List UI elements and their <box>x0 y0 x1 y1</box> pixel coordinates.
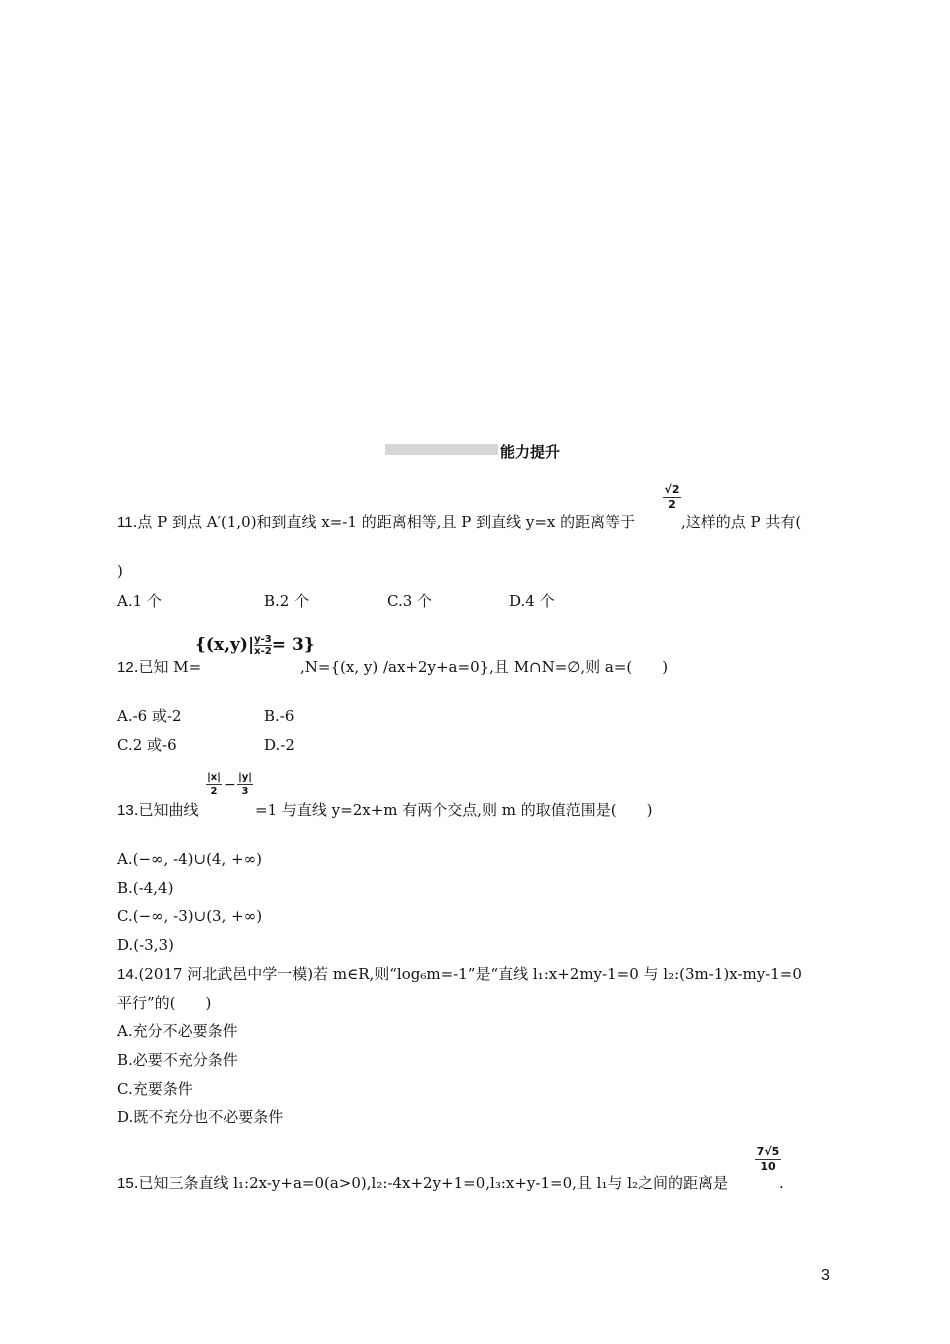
question-text-continued: ,N={(x, y) /ax+2y+a=0},且 M∩N=∅,则 a=( ) <box>300 658 669 676</box>
question-text-line2: 平行”的( ) <box>117 994 212 1012</box>
option-c: C.2 或-6 <box>117 736 177 754</box>
question-number: 14 <box>117 966 134 983</box>
fraction-denominator: 3 <box>241 786 249 797</box>
question-11 <box>117 513 635 532</box>
question-number: 15 <box>117 1175 134 1192</box>
set-fraction <box>254 634 272 657</box>
sentence-end-period: . <box>779 1174 784 1192</box>
question-12 <box>117 658 201 677</box>
fraction-denominator: 10 <box>760 1160 776 1173</box>
fraction-numerator: |x| <box>207 772 221 783</box>
fraction-abs-y-over-3 <box>237 772 253 797</box>
option-d: D.-2 <box>264 736 295 754</box>
set-builder-expression <box>195 628 315 662</box>
question-number: 12 <box>117 659 134 676</box>
fraction-numerator: 7√5 <box>756 1145 780 1158</box>
question-number: 11 <box>117 514 133 531</box>
question-number: 13 <box>117 802 134 819</box>
option-b: B.(-4,4) <box>117 879 174 897</box>
question-text: .点 P 到点 A′(1,0)和到直线 x=-1 的距离相等,且 P 到直线 y=x 的距离等于 <box>132 513 636 531</box>
question-13 <box>117 801 198 820</box>
option-c: C.充要条件 <box>117 1080 193 1098</box>
fraction-sqrt2-over-2 <box>663 484 681 511</box>
section-bar <box>385 444 498 455</box>
option-d: D.4 个 <box>509 592 555 610</box>
option-c: C.3 个 <box>387 592 433 610</box>
fraction-denominator: 2 <box>210 786 218 797</box>
option-d: D.(-3,3) <box>117 936 174 954</box>
option-b: B.必要不充分条件 <box>117 1051 238 1069</box>
fraction-numerator: |y| <box>238 772 252 783</box>
fraction-7sqrt5-over-10 <box>755 1146 781 1173</box>
set-close: = 3} <box>271 635 315 655</box>
page-number: 3 <box>821 1267 830 1284</box>
option-b: B.2 个 <box>264 592 310 610</box>
question-text: .已知三条直线 l₁:2x-y+a=0(a>0),l₂:-4x+2y+1=0,l₃:x+y-1=0,且 l₁与 l₂之间的距离是 <box>133 1174 729 1192</box>
fraction-abs-x-over-2 <box>206 772 222 797</box>
fraction-denominator: x-2 <box>254 646 272 657</box>
option-d: D.既不充分也不必要条件 <box>117 1108 284 1126</box>
question-close-paren: ) <box>117 562 123 580</box>
option-a: A.充分不必要条件 <box>117 1022 238 1040</box>
option-a: A.1 个 <box>117 592 162 610</box>
section-title: 能力提升 <box>500 443 561 461</box>
question-text: .已知曲线 <box>133 801 199 819</box>
set-open: {(x,y)| <box>195 635 255 655</box>
question-text: .已知 M= <box>133 658 202 676</box>
question-text-continued: =1 与直线 y=2x+m 有两个交点,则 m 的取值范围是( ) <box>255 801 653 819</box>
option-b: B.-6 <box>264 707 295 725</box>
question-text: .(2017 河北武邑中学一模)若 m∈R,则“log₆m=-1”是“直线 l₁:x+2my-1=0 与 l₂:(3m-1)x-my-1=0 <box>133 965 802 983</box>
fraction-numerator: y-3 <box>254 634 272 645</box>
question-15 <box>117 1174 728 1193</box>
option-a: A.-6 或-2 <box>117 707 182 725</box>
option-a: A.(−∞, -4)∪(4, +∞) <box>117 850 262 868</box>
minus-sign: − <box>224 777 236 793</box>
option-c: C.(−∞, -3)∪(3, +∞) <box>117 907 263 925</box>
question-14 <box>117 965 802 984</box>
question-text-continued: ,这样的点 P 共有( <box>681 513 802 531</box>
fraction-denominator: 2 <box>668 498 676 511</box>
fraction-numerator: √2 <box>664 483 680 496</box>
